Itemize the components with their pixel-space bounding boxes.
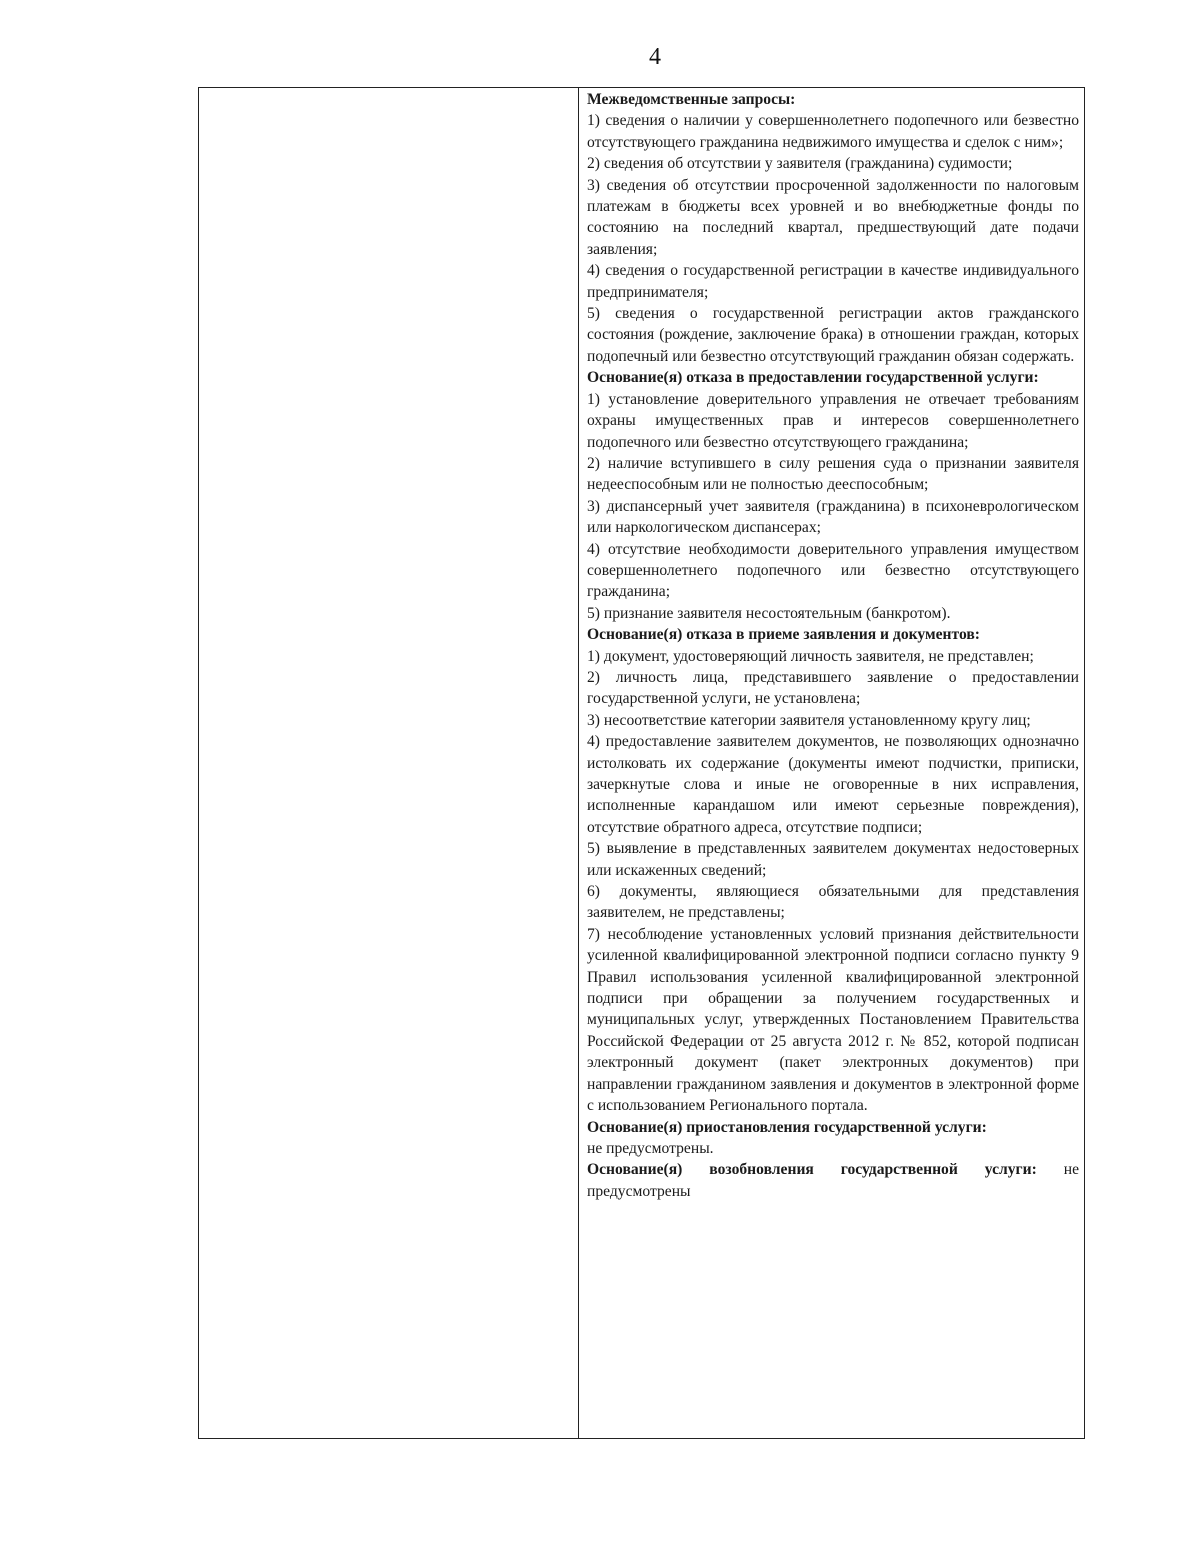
list-item: 5) выявление в представленных заявителем документах недостоверных или искаженных сведений; bbox=[587, 840, 1079, 879]
list-item: 1) установление доверительного управления не отвечает требованиям охраны имущественных прав и интересов совершеннолетнего подопечного или безвестно отсутствующего гражданина; bbox=[587, 390, 1079, 451]
list-item: 3) сведения об отсутствии просроченной задолженности по налоговым платежам в бюджеты всех уровней и во внебюджетные фонды по состоянию на последний квартал, предшествующий дате подачи заявления; bbox=[587, 176, 1079, 258]
list-item: 4) сведения о государственной регистрации в качестве индивидуального предпринимателя; bbox=[587, 262, 1079, 301]
list-item: 1) документ, удостоверяющий личность заявителя, не представлен; bbox=[587, 647, 1034, 665]
column-divider bbox=[578, 88, 579, 1438]
section-heading-acceptance-refusal: Основание(я) отказа в приеме заявления и документов: bbox=[587, 626, 980, 644]
page-number: 4 bbox=[649, 44, 661, 70]
list-item: не предусмотрены. bbox=[587, 1139, 714, 1157]
resumption-text: не предусмотрены bbox=[587, 1161, 1080, 1200]
list-item: 7) несоблюдение установленных условий признания действительности усиленной квалифицированной электронной подписи согласно пункту 9 Правил использования усиленной квалифицированной электронной подписи при обращении за получением государственных и муниципальных услуг, утвержденных Постановлением Правительства Российской Федерации от 25 августа 2012 г. № 852, которой подписан электронный документ (пакет электронных документов) при направлении гражданином заявления и документов в электронной форме с использованием Регионального портала. bbox=[587, 925, 1079, 1115]
section-heading-suspension: Основание(я) приостановления государственной услуги: bbox=[587, 1118, 987, 1136]
list-item: 2) наличие вступившего в силу решения суда о признании заявителя недееспособным или не полностью дееспособным; bbox=[587, 454, 1079, 494]
list-item: 5) признание заявителя несостоятельным (банкротом). bbox=[587, 604, 951, 622]
resumption-paragraph bbox=[587, 1159, 1079, 1202]
list-item: 6) документы, являющиеся обязательными для представления заявителем, не представлены; bbox=[587, 883, 1079, 922]
list-item: 2) сведения об отсутствии у заявителя (гражданина) судимости; bbox=[587, 155, 1013, 173]
section-heading-interagency-requests: Межведомственные запросы: bbox=[587, 91, 796, 108]
list-item: 4) отсутствие необходимости доверительного управления имуществом совершеннолетнего подопечного или безвестно отсутствующего гражданина; bbox=[587, 540, 1079, 601]
list-item: 3) диспансерный учет заявителя (гражданина) в психоневрологическом или наркологическом диспансерах; bbox=[587, 497, 1079, 537]
list-item: 1) сведения о наличии у совершеннолетнего подопечного или безвестно отсутствующего гражданина недвижимого имущества и сделок с ним»; bbox=[587, 112, 1079, 151]
list-item: 4) предоставление заявителем документов, не позволяющих однозначно истолковать их содержание (документы имеют подчистки, приписки, зачеркнутые слова и иные не оговоренные в них исправления, исполненные карандашом или имеют серьезные повреждения), отсутствие обратного адреса, отсутствие подписи; bbox=[587, 733, 1079, 836]
list-item: 3) несоответствие категории заявителя установленному кругу лиц; bbox=[587, 711, 1031, 729]
list-item: 2) личность лица, представившего заявление о предоставлении государственной услуги, не установлена; bbox=[587, 668, 1079, 708]
section-heading-resumption: Основание(я) возобновления государственной услуги: bbox=[587, 1161, 1037, 1179]
document-table bbox=[198, 87, 1085, 1439]
content-cell bbox=[587, 89, 1079, 1202]
section-heading-refusal-grounds: Основание(я) отказа в предоставлении государственной услуги: bbox=[587, 369, 1039, 387]
list-item: 5) сведения о государственной регистрации актов гражданского состояния (рождение, заключение брака) в отношении граждан, которых подопечный или безвестно отсутствующий гражданин обязан содержать. bbox=[587, 305, 1079, 365]
